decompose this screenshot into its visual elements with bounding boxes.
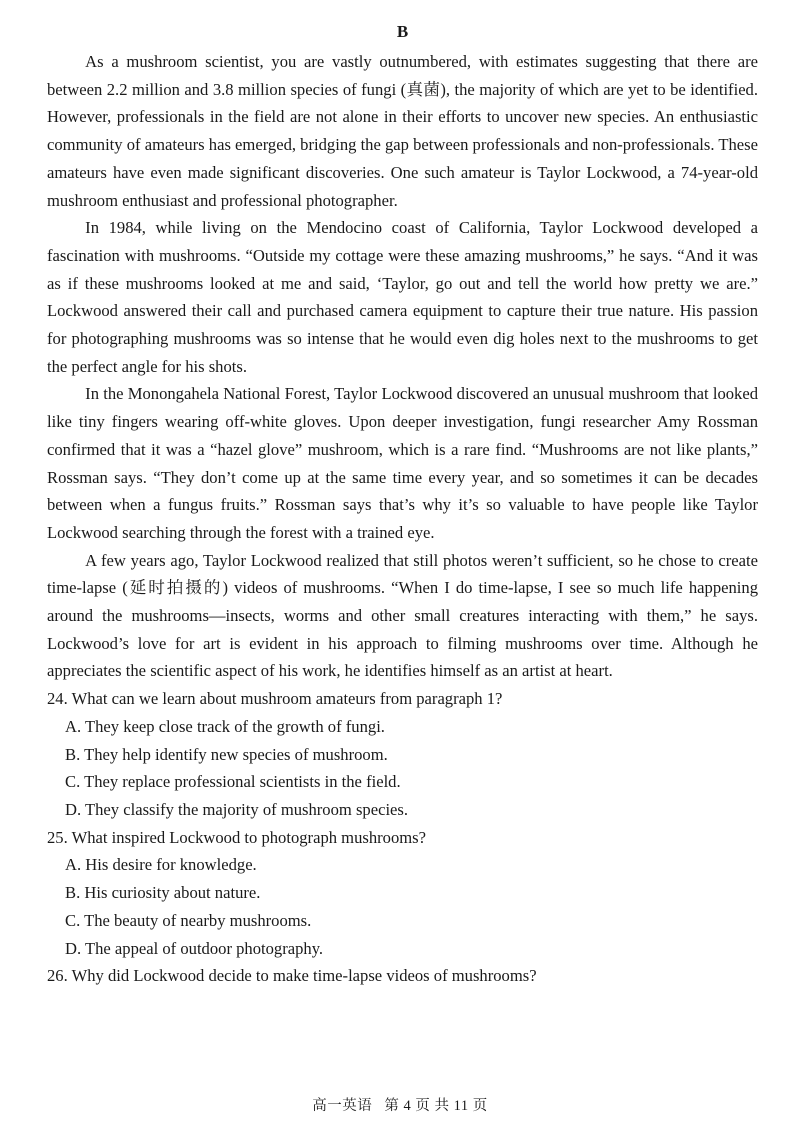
footer-page-number: 第 4 页 共 11 页 — [384, 1098, 488, 1114]
answer-option-c: C. The beauty of nearby mushrooms. — [65, 910, 312, 930]
question-26 — [47, 962, 758, 990]
answer-option-b: B. His curiosity about nature. — [65, 883, 261, 903]
answer-option-c: C. They replace professional scientists in the field. — [65, 772, 401, 792]
passage-paragraph-1: As a mushroom scientist, you are vastly outnumbered, with estimates suggesting that there are between 2.2 million and 3.8 million species of fungi (真菌), the majority of which are yet to be identified. However, professionals in the field are not alone in their efforts to uncover new species. An enthusiastic community of amateurs has emerged, bridging the gap between professionals and non-professionals. These amateurs have even made significant discoveries. One such amateur is Taylor Lockwood, a 74-year-old mushroom enthusiast and professional photographer. — [47, 52, 758, 210]
question-stem: 25. What inspired Lockwood to photograph mushrooms? — [47, 827, 426, 847]
question-24 — [47, 685, 758, 824]
question-list — [47, 685, 758, 990]
reading-passage — [47, 48, 758, 685]
passage-paragraph-4: A few years ago, Taylor Lockwood realized that still photos weren’t sufficient, so he chose to create time-lapse (延时拍摄的) videos of mushrooms. “When I do time-lapse, I see so much life happening around the mushrooms—insects, worms and other small creatures interacting with them,” he says. Lockwood’s love for art is evident in his approach to filming mushrooms over time. Although he appreciates the scientific aspect of his work, he identifies himself as an artist at heart. — [47, 550, 758, 681]
answer-option-a: A. His desire for knowledge. — [65, 855, 257, 875]
passage-paragraph-3: In the Monongahela National Forest, Taylor Lockwood discovered an unusual mushroom that looked like tiny fingers wearing off-white gloves. Upon deeper investigation, fungi researcher Amy Rossman confirmed that it was a “hazel glove” mushroom, which is a rare find. “Mushrooms are not like plants,” Rossman says. “They don’t come up at the same time every year, and so sometimes it can be decades between when a fungus fruits.” Rossman says that’s why it’s so valuable to have people like Taylor Lockwood searching through the forest with a trained eye. — [47, 384, 758, 542]
question-25 — [47, 824, 758, 963]
answer-option-b: B. They help identify new species of mushroom. — [65, 744, 388, 764]
answer-option-a: A. They keep close track of the growth of fungi. — [65, 716, 385, 736]
page-footer — [0, 1097, 800, 1115]
question-stem: 24. What can we learn about mushroom amateurs from paragraph 1? — [47, 689, 503, 709]
footer-subject: 高一英语 — [312, 1098, 373, 1114]
section-heading: B — [396, 22, 409, 41]
answer-option-d: D. The appeal of outdoor photography. — [65, 938, 324, 958]
exam-page — [47, 22, 758, 990]
answer-option-d: D. They classify the majority of mushroom species. — [65, 799, 409, 819]
passage-paragraph-2: In 1984, while living on the Mendocino coast of California, Taylor Lockwood developed a fascination with mushrooms. “Outside my cottage were these amazing mushrooms,” he says. “And it was as if these mushrooms looked at me and said, ‘Taylor, go out and tell the world how pretty we are.” Lockwood answered their call and purchased camera equipment to capture their true nature. His passion for photographing mushrooms was so intense that he would even dig holes next to the mushrooms to get the perfect angle for his shots. — [47, 218, 758, 376]
question-stem: 26. Why did Lockwood decide to make time-lapse videos of mushrooms? — [47, 966, 537, 986]
